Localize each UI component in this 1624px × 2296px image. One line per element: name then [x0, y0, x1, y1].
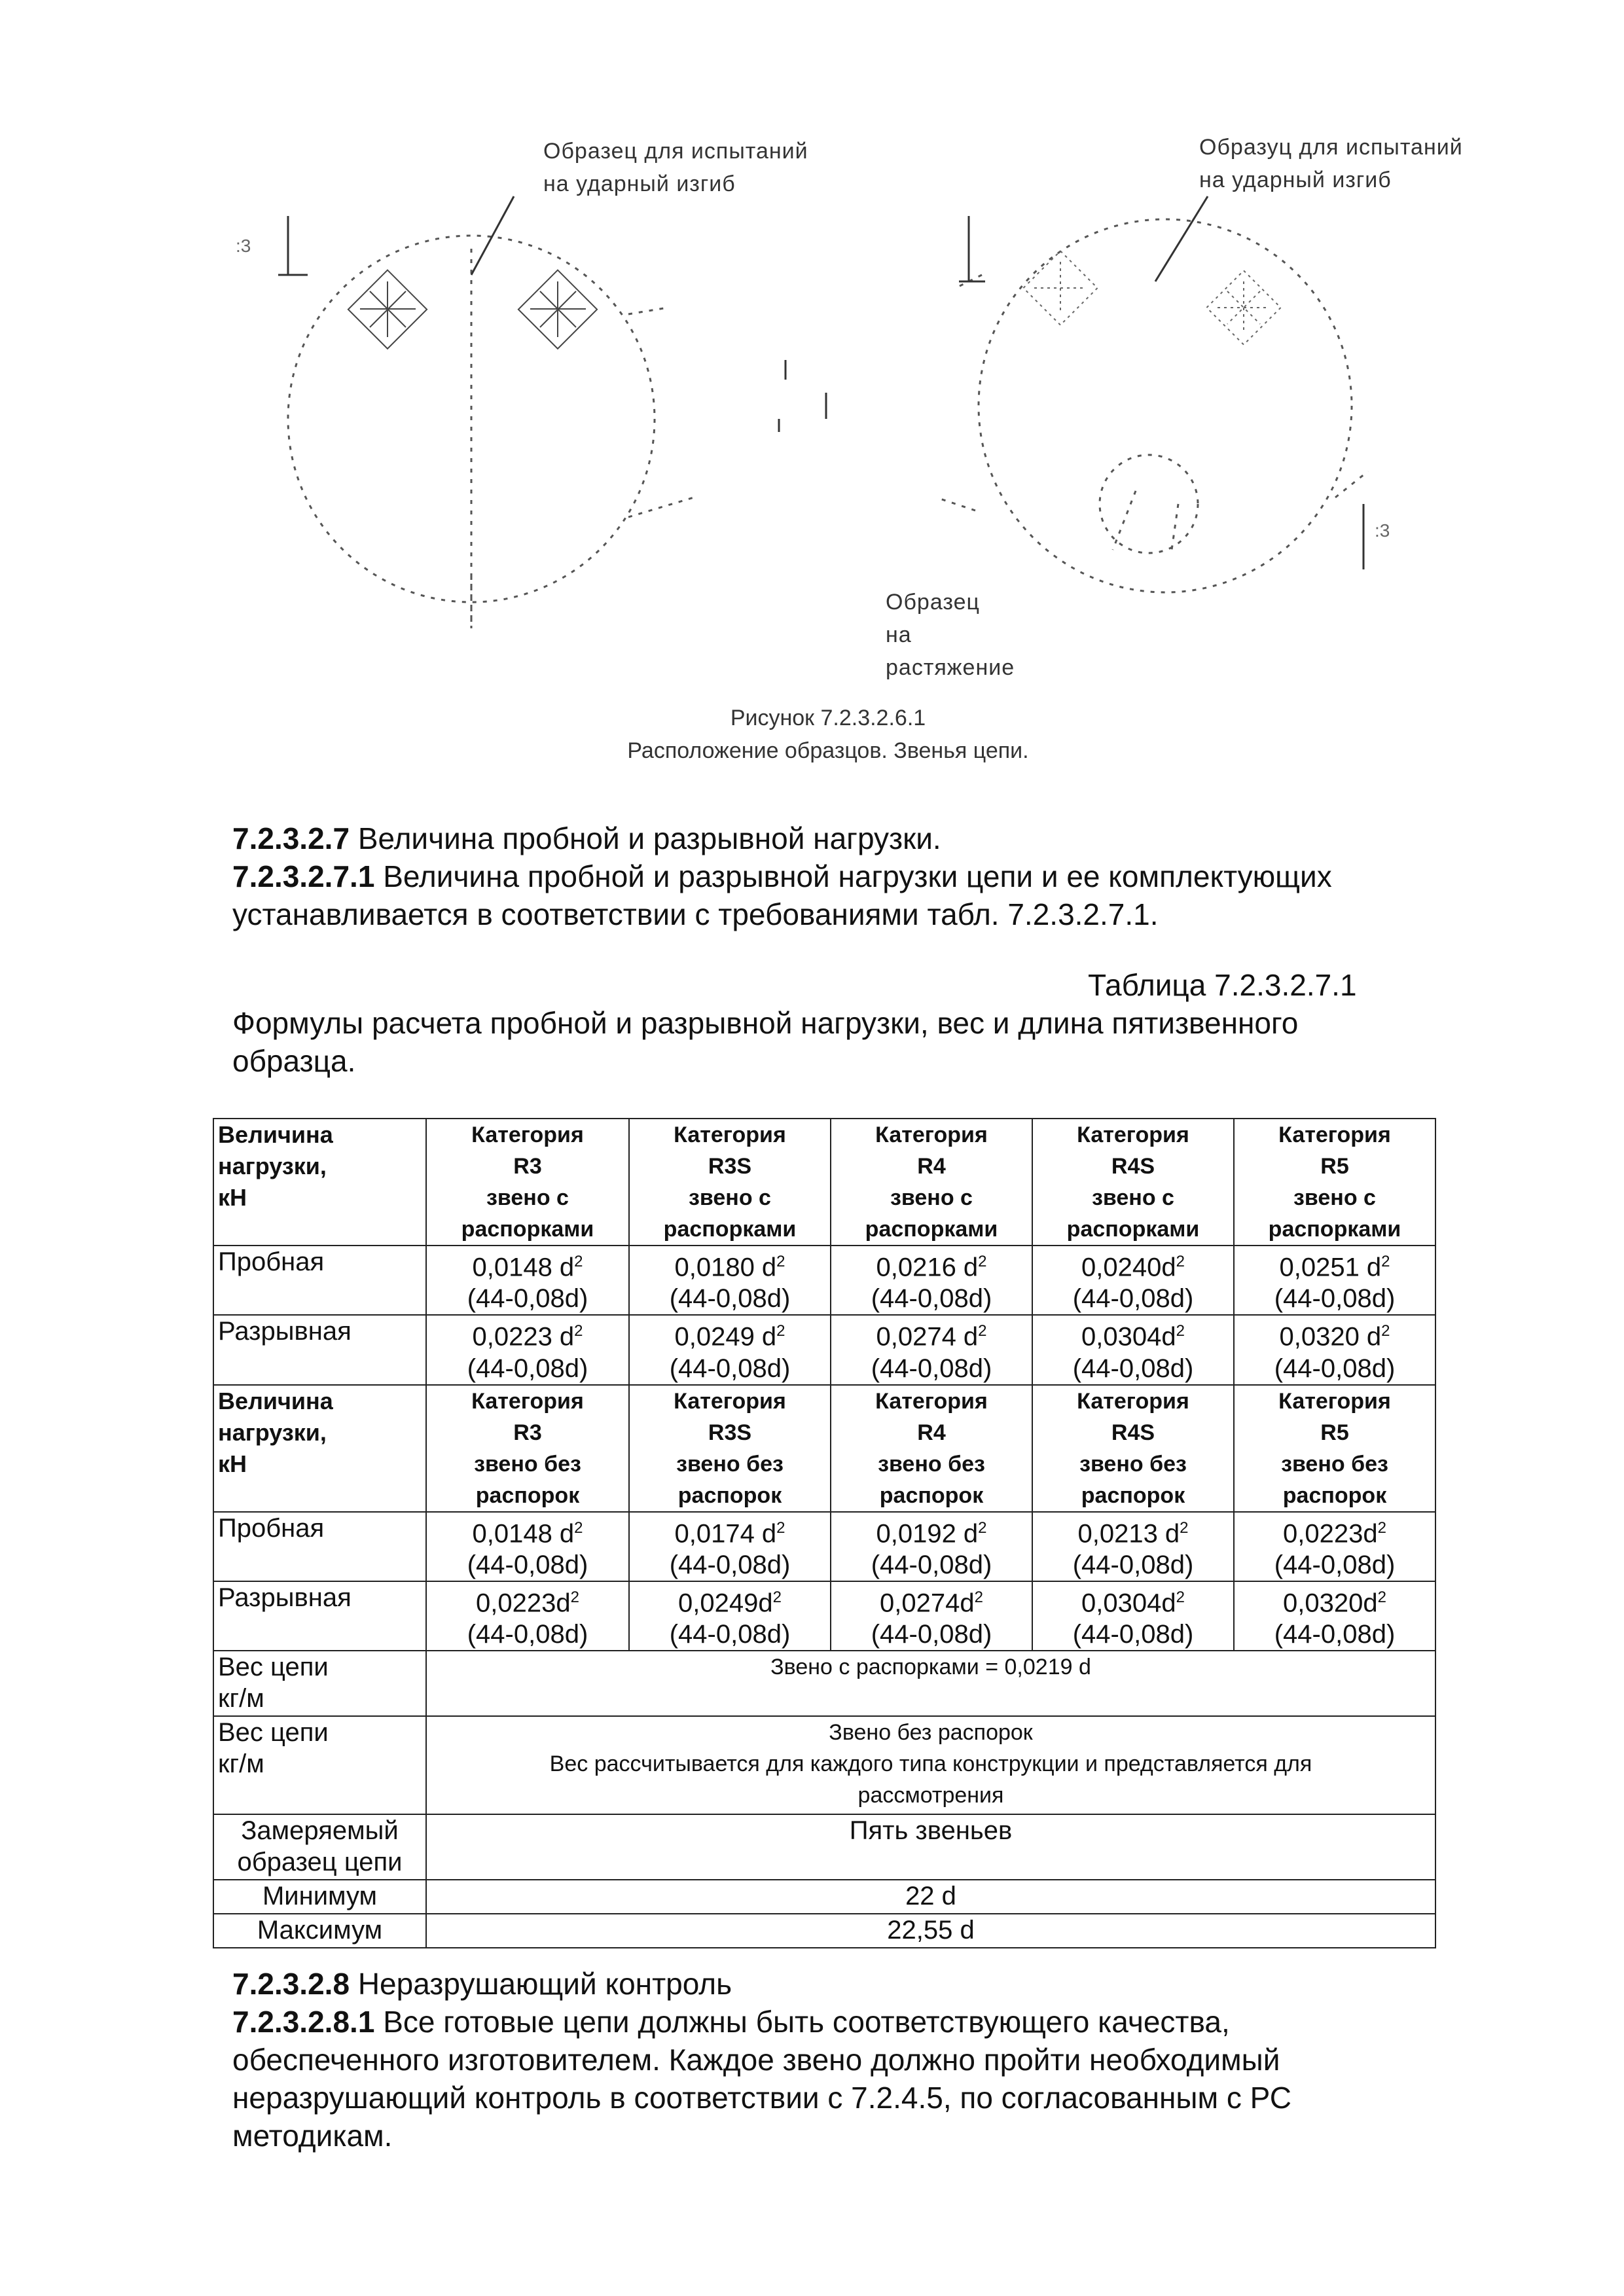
tension-sample-outline	[1100, 455, 1198, 553]
rowhead-cell: Величина нагрузки, кН	[213, 1385, 426, 1512]
table-header-row: Величина нагрузки, кН Категория R3 звено без распорок Категория R3S звено без распорок Категория R4 звено без распорок Категория R4S звено без распорок Категория R5 звено без распорок	[213, 1385, 1435, 1512]
rowhead-cell: Величина нагрузки, кН	[213, 1119, 426, 1246]
label-impact-left: Образец для испытаний на ударный изгиб	[543, 139, 808, 196]
label-impact-right: Образуц для испытаний на ударный изгиб	[1199, 135, 1463, 192]
table-row-sample: Замеряемый образец цепи Пять звеньев	[213, 1814, 1435, 1880]
table-row-max: Максимум 22,55 d	[213, 1914, 1435, 1948]
section-7-2-3-2-7: 7.2.3.2.7 Величина пробной и разрывной нагрузки. 7.2.3.2.7.1 Величина пробной и разрывной нагрузки цепи и ее комплектующих устанавливается в соответствии с требованиями табл. 7.2.3.2.7.1.	[232, 821, 1332, 931]
chain-links-figure	[0, 0, 1624, 818]
leader-right	[1155, 196, 1208, 281]
cat-r3: Категория R3 звено с распорками	[426, 1119, 629, 1246]
table-title: Формулы расчета пробной и разрывной нагрузки, вес и длина пятизвенного образца.	[232, 1006, 1299, 1078]
table-number: Таблица 7.2.3.2.7.1	[1088, 968, 1357, 1002]
impact-specimens-left	[348, 270, 597, 349]
cat-r5: Категория R5 звено с распорками	[1234, 1119, 1435, 1246]
right-link-outline	[979, 219, 1352, 592]
svg-text::3: :3	[1375, 520, 1390, 541]
figure-caption: Рисунок 7.2.3.2.6.1 Расположение образцов. Звенья цепи.	[627, 706, 1029, 763]
svg-text::3: :3	[236, 236, 251, 256]
load-formulas-table	[213, 1118, 1436, 1948]
table-row: Пробная 0,0148 $d^2$ (44-0,08d) 0,0180 $d^2$ (44-0,08d) 0,0216 $d^2$ (44-0,08d) $0,0240d^2$ (44-0,08d) 0,0251 $d^2$ (44-0,08d)	[213, 1246, 1435, 1315]
cat-r4s: Категория R4S звено с распорками	[1032, 1119, 1234, 1246]
table-row: Пробная 0,0148 $d^2$ (44-0,08d) 0,0174 $d^2$ (44-0,08d) 0,0192 $d^2$ (44-0,08d) 0,0213 $d^2$ (44-0,08d) $0,0223d^2$ (44-0,08d)	[213, 1512, 1435, 1581]
table-row-weight-studlink: Вес цепи кг/м Звено с распорками = 0,0219 d	[213, 1651, 1435, 1716]
table-row: Разрывная 0,0223 $d^2$ (44-0,08d) 0,0249 $d^2$ (44-0,08d) 0,0274 $d^2$ (44-0,08d) $0,0304d^2$ (44-0,08d) 0,0320 $d^2$ (44-0,08d)	[213, 1315, 1435, 1384]
table-row: Разрывная $0,0223d^2$ (44-0,08d) $0,0249d^2$ (44-0,08d) $0,0274d^2$ (44-0,08d) $0,0304d^2$ (44-0,08d) $0,0320d^2$ (44-0,08d)	[213, 1581, 1435, 1651]
cat-r3s: Категория R3S звено с распорками	[629, 1119, 831, 1246]
table-row-min: Минимум 22 d	[213, 1880, 1435, 1914]
cat-r4: Категория R4 звено с распорками	[831, 1119, 1032, 1246]
section-7-2-3-2-8: 7.2.3.2.8 Неразрушающий контроль 7.2.3.2.8.1 Все готовые цепи должны быть соответствующего качества, обеспеченного изготовителем. Каждое звено должно пройти необходимый неразрушающий контроль в соответствии с 7.2.4.5, по согласованным с РС методикам.	[232, 1967, 1292, 2153]
label-tension: Образец на растяжение	[886, 590, 1015, 680]
table-row-weight-studless: Вес цепи кг/м Звено без распорок Вес рассчитывается для каждого типа конструкции и представляется для рассмотрения	[213, 1716, 1435, 1814]
impact-specimens-right	[1023, 251, 1280, 344]
table-header-row	[213, 1119, 1435, 1246]
